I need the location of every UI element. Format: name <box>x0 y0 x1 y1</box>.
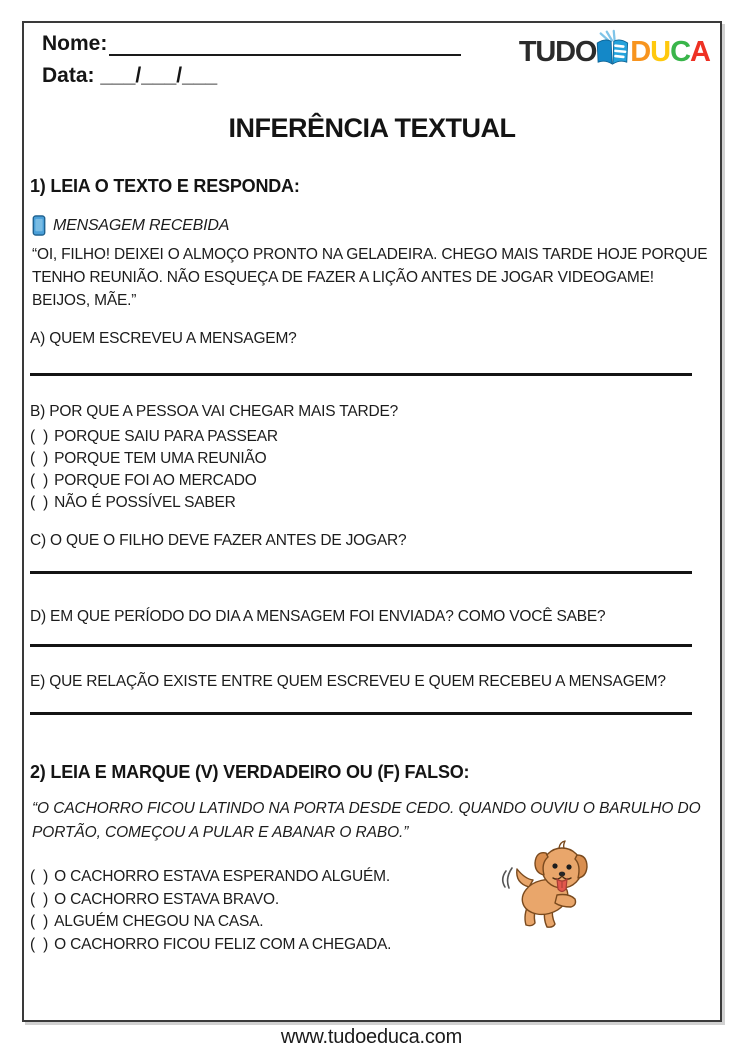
option-label: NÃO É POSSÍVEL SABER <box>54 494 236 511</box>
message-text-line: TENHO REUNIÃO. NÃO ESQUEÇA DE FAZER A LIÇÃO ANTES DE JOGAR VIDEOGAME! <box>32 269 654 286</box>
message-text-line: BEIJOS, MÃE.” <box>32 292 137 309</box>
date-label: Data: <box>42 64 95 87</box>
option-row[interactable] <box>30 911 391 934</box>
option-label: PORQUE TEM UMA REUNIÃO <box>54 450 267 467</box>
quote-line: “O CACHORRO FICOU LATINDO NA PORTA DESDE CEDO. QUANDO OUVIU O BARULHO DO <box>32 800 701 817</box>
logo-letter-a: A <box>690 35 710 68</box>
answer-line-c[interactable] <box>30 571 692 574</box>
option-row[interactable] <box>30 448 398 470</box>
checkbox-marker[interactable]: ( ) <box>30 913 49 930</box>
question-b-label: B) POR QUE A PESSOA VAI CHEGAR MAIS TARDE? <box>30 403 399 420</box>
page-title: INFERÊNCIA TEXTUAL <box>228 113 516 143</box>
checkbox-marker[interactable]: ( ) <box>30 494 49 511</box>
logo-book-icon <box>592 27 632 73</box>
option-label: ALGUÉM CHEGOU NA CASA. <box>54 913 264 930</box>
option-row[interactable] <box>30 889 391 912</box>
option-row[interactable] <box>30 492 398 514</box>
puppy-illustration <box>498 835 600 935</box>
quote-line: PORTÃO, COMEÇOU A PULAR E ABANAR O RABO.” <box>32 824 409 841</box>
option-label: PORQUE FOI AO MERCADO <box>54 472 257 489</box>
answer-line-e[interactable] <box>30 712 692 715</box>
message-text-line: “OI, FILHO! DEIXEI O ALMOÇO PRONTO NA GELADEIRA. CHEGO MAIS TARDE HOJE PORQUE <box>32 246 708 263</box>
logo-letter-u: U <box>650 35 671 68</box>
footer-url: www.tudoeduca.com <box>280 1026 463 1048</box>
date-field-row <box>42 64 217 88</box>
question-c-label: C) O QUE O FILHO DEVE FAZER ANTES DE JOGAR? <box>30 532 407 549</box>
true-false-options <box>30 866 391 956</box>
name-label: Nome: <box>42 32 108 55</box>
option-row[interactable] <box>30 866 391 889</box>
checkbox-marker[interactable]: ( ) <box>30 935 49 953</box>
option-label: O CACHORRO ESTAVA ESPERANDO ALGUÉM. <box>54 868 390 885</box>
section1-heading: 1) LEIA O TEXTO E RESPONDA: <box>30 176 300 196</box>
checkbox-marker[interactable]: ( ) <box>30 428 49 445</box>
logo-word-tudo: TUDO <box>518 35 597 68</box>
checkbox-marker[interactable]: ( ) <box>30 450 49 467</box>
name-field-row <box>42 32 461 56</box>
question-e-label: E) QUE RELAÇÃO EXISTE ENTRE QUEM ESCREVEU E QUEM RECEBEU A MENSAGEM? <box>30 673 666 690</box>
message-received-label: MENSAGEM RECEBIDA <box>53 216 230 234</box>
option-label: O CACHORRO ESTAVA BRAVO. <box>54 890 280 908</box>
checkbox-marker[interactable]: ( ) <box>30 472 49 489</box>
logo-letter-d: D <box>630 35 651 68</box>
option-row[interactable] <box>30 470 398 492</box>
question-d-label: D) EM QUE PERÍODO DO DIA A MENSAGEM FOI ENVIADA? COMO VOCÊ SABE? <box>30 608 606 625</box>
question-b-block <box>30 402 398 514</box>
answer-line-d[interactable] <box>30 644 692 647</box>
checkbox-marker[interactable]: ( ) <box>30 868 49 885</box>
option-label: PORQUE SAIU PARA PASSEAR <box>54 428 278 445</box>
checkbox-marker[interactable]: ( ) <box>30 890 49 908</box>
name-fill-line[interactable] <box>109 34 461 56</box>
answer-line-a[interactable] <box>30 373 692 376</box>
option-row[interactable] <box>30 426 398 448</box>
received-message-block <box>32 215 707 312</box>
date-fill-blanks[interactable]: ___/___/___ <box>100 64 218 87</box>
option-label: O CACHORRO FICOU FELIZ COM A CHEGADA. <box>54 935 392 953</box>
page-border <box>22 21 722 1022</box>
phone-icon <box>32 215 46 236</box>
question-a-label: A) QUEM ESCREVEU A MENSAGEM? <box>30 330 297 347</box>
section2-heading: 2) LEIA E MARQUE (V) VERDADEIRO OU (F) FALSO: <box>30 762 470 782</box>
section2-quote <box>32 797 701 845</box>
tudoeduca-logo <box>519 27 710 77</box>
option-row[interactable] <box>30 934 391 957</box>
logo-letter-c: C <box>670 35 691 68</box>
